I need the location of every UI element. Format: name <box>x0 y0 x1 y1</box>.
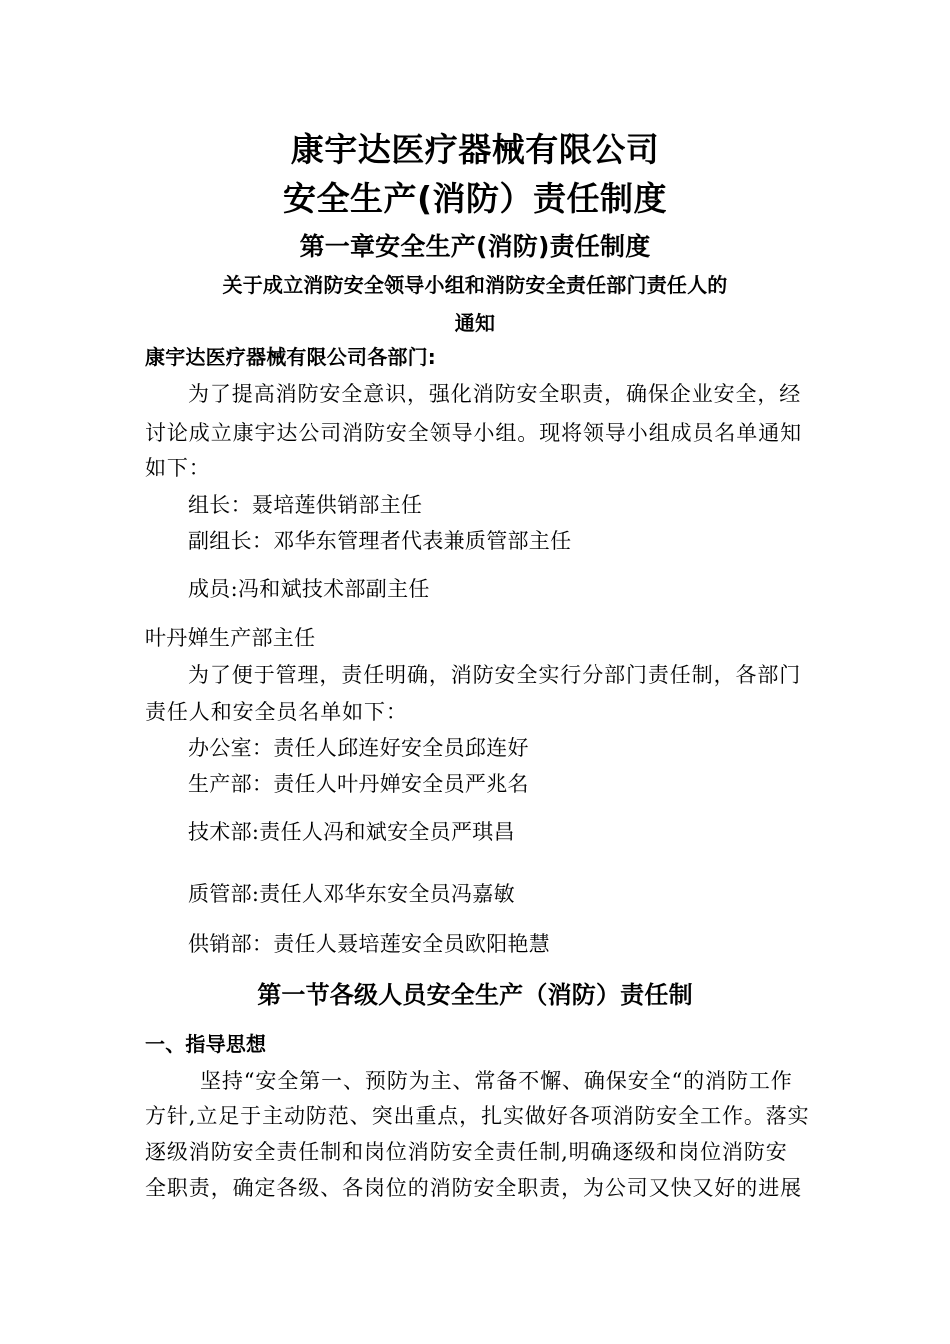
member-line-1: 成员:冯和斌技术部副主任 <box>188 577 430 601</box>
department-technical-line: 技术部:责任人冯和斌安全员严琪昌 <box>188 820 515 844</box>
document-title-policy: 安全生产(消防）责任制度 <box>282 179 668 218</box>
guiding-paragraph-line3: 逐级消防安全责任制和岗位消防安全责任制,明确逐级和岗位消防安 <box>145 1140 788 1164</box>
guiding-thought-heading: 一、指导思想 <box>145 1032 267 1056</box>
intro-paragraph-line1: 为了提高消防安全意识，强化消防安全职责，确保企业安全，经 <box>188 382 802 406</box>
deputy-leader-line: 副组长：邓华东管理者代表兼质管部主任 <box>188 529 572 553</box>
chapter-title: 第一章安全生产(消防)责任制度 <box>299 232 651 261</box>
section-title: 第一节各级人员安全生产（消防）责任制 <box>257 981 693 1009</box>
intro-paragraph-line3: 如下： <box>145 456 211 480</box>
intro-paragraph-line2: 讨论成立康宇达公司消防安全领导小组。现将领导小组成员名单通知 <box>145 421 802 445</box>
responsibility-paragraph-line2: 责任人和安全员名单如下： <box>145 700 408 724</box>
notice-title-line1: 关于成立消防安全领导小组和消防安全责任部门责任人的 <box>222 273 728 297</box>
department-sales-line: 供销部：责任人聂培莲安全员欧阳艳慧 <box>188 932 551 956</box>
member-line-2: 叶丹婵生产部主任 <box>145 626 316 650</box>
notice-title-line2: 通知 <box>454 311 496 335</box>
document-title-company: 康宇达医疗器械有限公司 <box>290 130 660 169</box>
guiding-paragraph-line1: 坚持“安全第一、预防为主、常备不懈、确保安全“的消防工作 <box>200 1069 793 1093</box>
responsibility-paragraph-line1: 为了便于管理，责任明确，消防安全实行分部门责任制，各部门 <box>188 663 802 687</box>
department-quality-line: 质管部:责任人邓华东安全员冯嘉敏 <box>188 882 515 906</box>
department-office-line: 办公室：责任人邱连好安全员邱连好 <box>188 736 529 760</box>
guiding-paragraph-line2: 方针,立足于主动防范、突出重点，扎实做好各项消防安全工作。落实 <box>145 1104 810 1128</box>
department-production-line: 生产部：责任人叶丹婵安全员严兆名 <box>188 772 529 796</box>
recipient-line: 康宇达医疗器械有限公司各部门: <box>145 345 436 369</box>
guiding-paragraph-line4: 全职责，确定各级、各岗位的消防安全职责，为公司又快又好的进展 <box>145 1176 802 1200</box>
leader-line: 组长：聂培莲供销部主任 <box>188 493 423 517</box>
